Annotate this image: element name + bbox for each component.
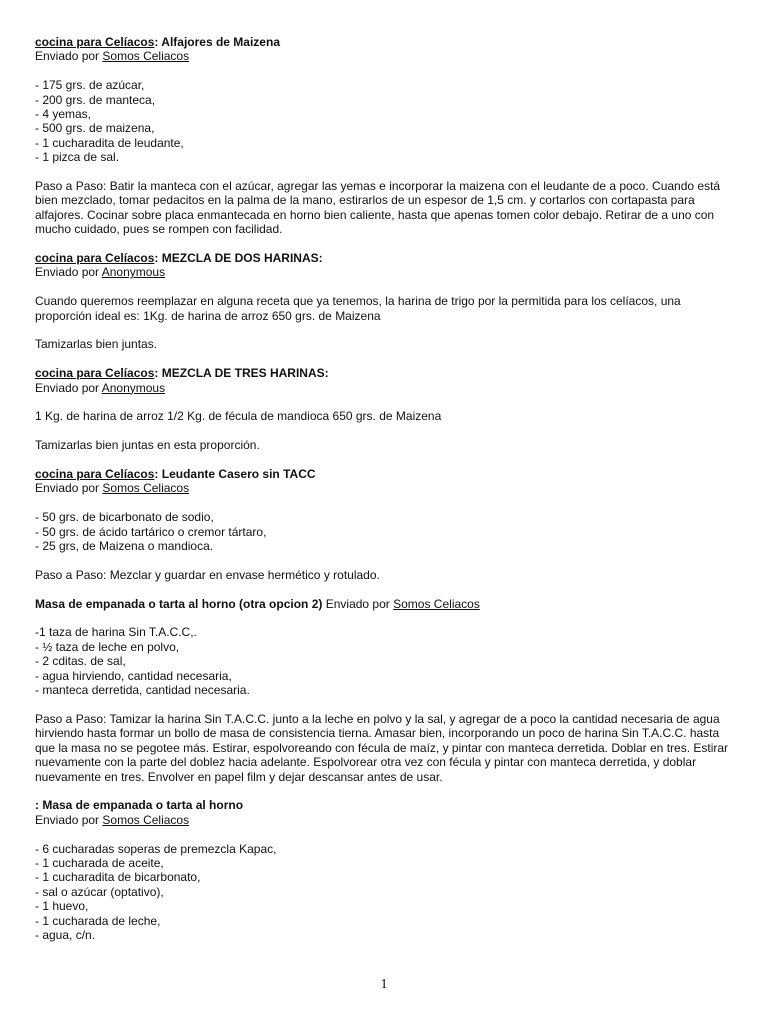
recipe-heading: cocina para Celíacos: MEZCLA DE DOS HARINAS: bbox=[35, 251, 323, 266]
category-link[interactable]: cocina para Celíacos bbox=[35, 467, 155, 482]
ingredient-item: - 2 cditas. de sal, bbox=[35, 654, 126, 669]
author-link[interactable]: Anonymous bbox=[101, 380, 166, 395]
ingredient-item: - 1 cucharadita de bicarbonato, bbox=[35, 870, 201, 885]
recipe-heading: cocina para Celíacos: MEZCLA DE TRES HARINAS: bbox=[35, 366, 329, 381]
body-paragraph: 1 Kg. de harina de arroz 1/2 Kg. de fécula de mandioca 650 grs. de Maizena bbox=[35, 409, 442, 424]
category-link[interactable]: cocina para Celíacos bbox=[35, 251, 155, 266]
byline bbox=[35, 265, 735, 279]
byline-label: Enviado por bbox=[35, 481, 100, 496]
author-link[interactable]: Somos Celiacos bbox=[102, 481, 190, 496]
ingredient-item: - ½ taza de leche en polvo, bbox=[35, 639, 180, 654]
ingredient-item: -1 taza de harina Sin T.A.C.C,. bbox=[35, 625, 197, 640]
recipe-title: Leudante Casero sin TACC bbox=[161, 467, 316, 482]
body-paragraph: Cuando queremos reemplazar en alguna receta que ya tenemos, la harina de trigo por la permitida para los celíacos, una proporción ideal es: 1Kg. de harina de arroz 650 grs. de Maizena bbox=[35, 294, 681, 323]
body-paragraph: Tamizarlas bien juntas. bbox=[35, 337, 158, 352]
byline bbox=[35, 381, 735, 395]
ingredient-item: - agua, c/n. bbox=[35, 927, 96, 942]
recipe-title: Masa de empanada o tarta al horno (otra opcion 2) bbox=[35, 596, 323, 611]
instructions-paragraph: Paso a Paso: Mezclar y guardar en envase hermético y rotulado. bbox=[35, 567, 380, 582]
ingredient-item: - 500 grs. de maizena, bbox=[35, 121, 155, 136]
ingredient-item: - 1 pizca de sal. bbox=[35, 150, 120, 165]
ingredient-item: - agua hirviendo, cantidad necesaria, bbox=[35, 668, 232, 683]
author-link[interactable]: Anonymous bbox=[101, 265, 166, 280]
instructions-paragraph: Paso a Paso: Tamizar la harina Sin T.A.C.C. junto a la leche en polvo y la sal, y agregar de a poco la cantidad necesaria de agua hirviendo hasta formar un bollo de masa de consistencia tierna. Amasar bien, incorporando un poco de harina Sin T.A.C.C. hasta que la masa no se pegotee más. Estirar, espolvoreando con fécula de maíz, y pintar con manteca derretida. Doblar en tres. Estirar nuevamente con la parte del doblez hacia adelante. Espolvorear otra vez con fécula y pintar con manteca derretida, y doblar nuevamente en tres. Envolver en papel film y dejar descansar antes de usar. bbox=[35, 711, 729, 784]
recipe-heading bbox=[35, 798, 735, 812]
ingredient-item: - 1 cucharadita de leudante, bbox=[35, 135, 184, 150]
byline bbox=[35, 481, 735, 495]
byline-label: Enviado por bbox=[35, 812, 100, 827]
category-link[interactable]: cocina para Celíacos bbox=[35, 366, 155, 381]
ingredient-item: - 1 huevo, bbox=[35, 899, 89, 914]
byline-label: Enviado por bbox=[35, 265, 100, 280]
recipe-title: Alfajores de Maizena bbox=[161, 35, 280, 49]
recipe-heading: cocina para Celíacos: Alfajores de Maizena bbox=[35, 35, 280, 49]
ingredient-item: - 1 cucharada de leche, bbox=[35, 913, 161, 928]
ingredient-item: - 1 cucharada de aceite, bbox=[35, 855, 164, 870]
ingredient-item: - 175 grs. de azúcar, bbox=[35, 78, 145, 93]
ingredient-item: - sal o azúcar (optativo), bbox=[35, 884, 164, 899]
recipe-heading: cocina para Celíacos: Leudante Casero sin TACC bbox=[35, 467, 316, 482]
byline bbox=[35, 49, 735, 63]
ingredient-item: - manteca derretida, cantidad necesaria. bbox=[35, 683, 250, 698]
recipe-heading bbox=[35, 597, 735, 611]
byline-label: Enviado por bbox=[35, 380, 100, 395]
ingredient-item: - 200 grs. de manteca, bbox=[35, 92, 156, 107]
byline-label: Enviado por bbox=[325, 596, 390, 611]
byline-label: Enviado por bbox=[35, 49, 100, 64]
author-link[interactable]: Somos Celiacos bbox=[102, 812, 190, 827]
author-link[interactable]: Somos Celiacos bbox=[393, 596, 480, 611]
ingredient-item: - 25 grs, de Maizena o mandioca. bbox=[35, 539, 214, 554]
byline bbox=[35, 813, 735, 827]
document-body bbox=[35, 35, 735, 942]
page-number: 1 bbox=[380, 977, 388, 992]
instructions-paragraph: Paso a Paso: Batir la manteca con el azúcar, agregar las yemas e incorporar la maizena con el leudante de a poco. Cuando está bien mezclado, tomar pedacitos en la palma de la mano, estirarlos de un espesor de 1,5 cm. y cortarlos con cortapasta para alfajores. Cocinar sobre placa enmantecada en horno bien caliente, hasta que apenas tomen color debajo. Retirar de a uno con mucho cuidado, pues se rompen con facilidad. bbox=[35, 179, 721, 237]
ingredient-item: - 4 yemas, bbox=[35, 107, 92, 122]
body-paragraph: Tamizarlas bien juntas en esta proporción. bbox=[35, 438, 260, 453]
ingredient-item: - 6 cucharadas soperas de premezcla Kapac, bbox=[35, 841, 277, 856]
author-link[interactable]: Somos Celiacos bbox=[102, 49, 190, 64]
recipe-title: MEZCLA DE TRES HARINAS: bbox=[161, 366, 329, 381]
ingredient-item: - 50 grs. de ácido tartárico o cremor tártaro, bbox=[35, 524, 267, 539]
recipe-title: : Masa de empanada o tarta al horno bbox=[35, 798, 244, 813]
category-link[interactable]: cocina para Celíacos bbox=[35, 35, 155, 49]
recipe-title: MEZCLA DE DOS HARINAS: bbox=[161, 251, 323, 266]
ingredient-item: - 50 grs. de bicarbonato de sodio, bbox=[35, 510, 214, 525]
